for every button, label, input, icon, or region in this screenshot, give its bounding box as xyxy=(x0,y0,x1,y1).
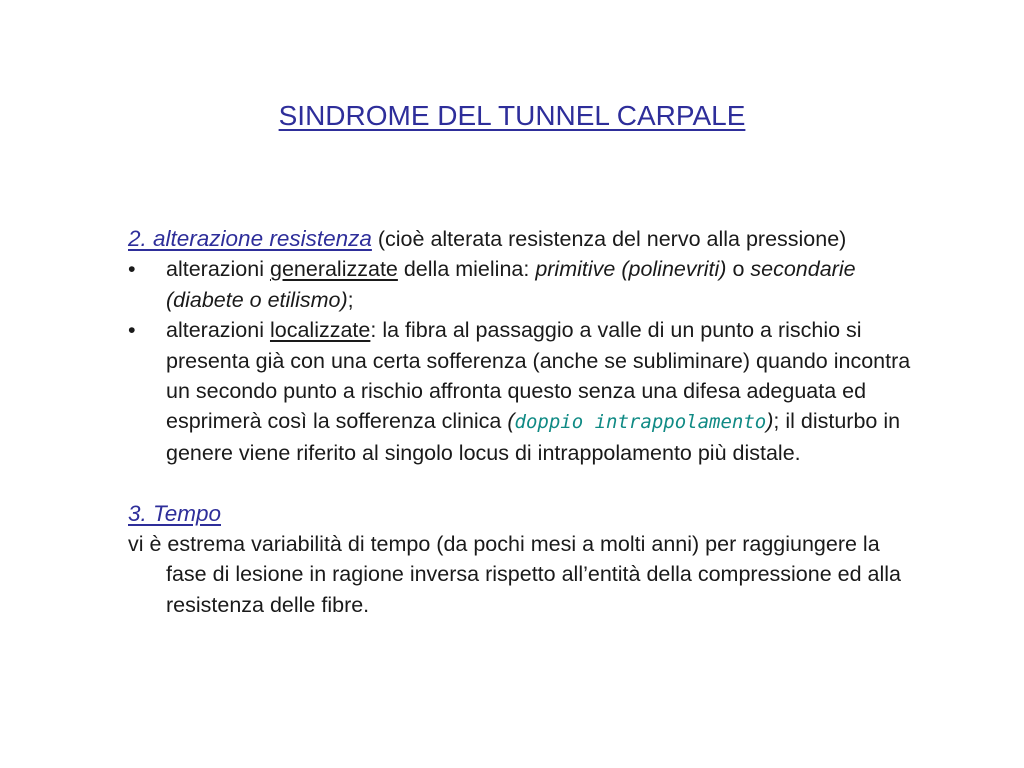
bullet-1-italic-primitive: primitive (polinevriti) xyxy=(535,257,727,282)
bullet-1-suffix: ; xyxy=(347,287,354,312)
section-3-heading: 3. Tempo xyxy=(128,500,221,526)
section-2-intro: (cioè alterata resistenza del nervo alla pressione) xyxy=(371,227,847,251)
bullet-2-prefix: alterazioni xyxy=(166,318,270,343)
bullet-2-text-2: ; il disturbo in genere viene riferito al singolo locus di intrappolamento più distale. xyxy=(166,409,901,465)
bullet-2-paren-close: ) xyxy=(766,409,774,434)
bullet-2-paren-open: ( xyxy=(507,409,515,434)
section-3-heading-line xyxy=(128,499,918,529)
bullet-2-mono-term: doppio intrappolamento xyxy=(514,411,767,434)
bullet-icon: • xyxy=(128,257,136,282)
bullet-1-underlined: generalizzate xyxy=(269,257,398,282)
section-2-heading: 2. alterazione resistenza xyxy=(128,226,372,251)
bullet-2-text-1: : la fibra al passaggio a valle di un punto a rischio si presenta già con una certa sofferenza (anche se subliminare) quando incontra un secondo punto a rischio affronta questo senza una difesa adeguata ed esprimerà così la sofferenza clinica xyxy=(166,318,911,434)
bullet-1-italic-secondarie: secondarie (diabete o etilismo) xyxy=(166,257,856,312)
bullet-1-prefix: alterazioni xyxy=(166,257,270,282)
bullet-item-localizzate xyxy=(128,315,918,468)
bullet-2-underlined: localizzate xyxy=(269,318,371,343)
slide-title: SINDROME DEL TUNNEL CARPALE xyxy=(278,100,746,131)
section-3-text: vi è estrema variabilità di tempo (da pochi mesi a molti anni) per raggiungere la fase di lesione in ragione inversa rispetto all’entità della compressione ed alla resistenza delle fibre. xyxy=(128,532,902,617)
section-spacer xyxy=(128,468,918,498)
section-2-heading-line xyxy=(128,224,918,254)
slide-body xyxy=(128,224,918,620)
bullet-1-conj: o xyxy=(726,257,751,282)
bullet-icon: • xyxy=(128,318,136,343)
bullet-item-generalizzate xyxy=(128,254,918,315)
bullet-1-middle: della mielina: xyxy=(397,257,536,282)
